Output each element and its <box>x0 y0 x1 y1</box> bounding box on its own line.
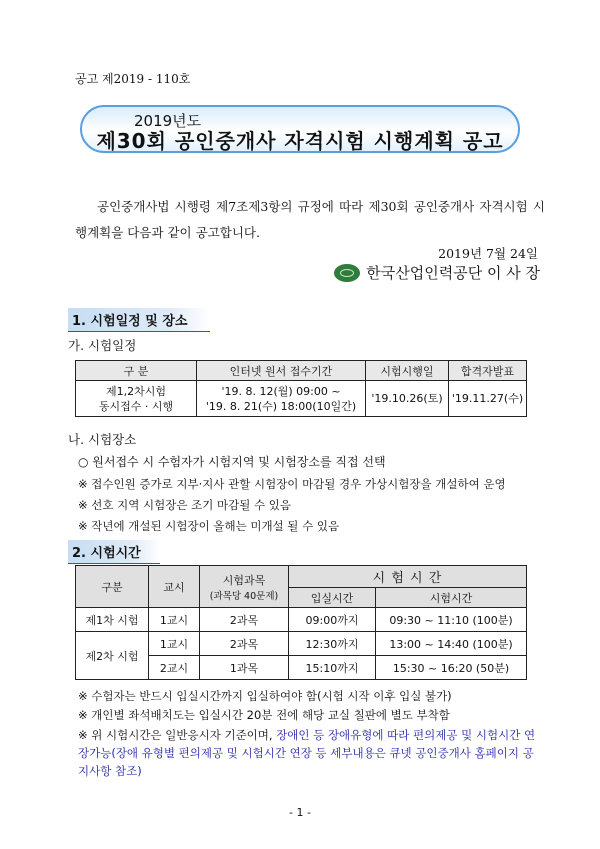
subheading-place: 나. 시험장소 <box>68 432 137 447</box>
title-banner <box>80 105 520 153</box>
section-heading-schedule: 1. 시험일정 및 장소 <box>68 308 210 332</box>
column-header: 구분 <box>76 566 149 608</box>
table-cell: 2과목 <box>200 608 289 632</box>
note-item: ※ 선호 지역 시험장은 조기 마감될 수 있음 <box>78 498 291 512</box>
note-item <box>78 726 538 780</box>
notice-date: 2019년 7월 24일 <box>438 246 538 261</box>
column-header: 시 험 시 간 <box>289 566 527 588</box>
issuer-name: 한국산업인력공단 이 사 장 <box>366 264 540 282</box>
table-cell: 09:00까지 <box>289 608 376 632</box>
place-item: ○ 원서접수 시 수험자가 시험지역 및 시험장소를 직접 선택 <box>78 455 386 469</box>
column-header: 합격자발표 <box>449 361 527 381</box>
subjects-header: 시험과목 <box>222 573 266 587</box>
page-number: - 1 - <box>289 806 311 819</box>
table-cell: 1교시 <box>149 608 200 632</box>
subjects-subheader: (과목당 40문제) <box>209 590 279 602</box>
note-highlight: 장애인 등 장애유형에 따라 편의제공 및 시험시간 연장가능(장애 유형별 편의제공 및 시험시간 연장 등 세부내용은 큐넷 공인중개사 홈페이지 공지사항 참조) <box>78 728 536 778</box>
intro-paragraph: 공인중개사법 시행령 제7조제3항의 규정에 따라 제30회 공인중개사 자격시험 시행계획을 다음과 같이 공고합니다. <box>75 199 545 240</box>
column-header: 입실시간 <box>289 588 376 608</box>
column-header: 구 분 <box>76 361 197 381</box>
result-date-cell: '19.11.27(수) <box>449 381 527 417</box>
column-header: 시험시행일 <box>366 361 449 381</box>
page-title: 제30회 공인중개사 자격시험 시행계획 공고 <box>96 129 504 153</box>
column-header <box>200 566 289 608</box>
category-line: 제1,2차시험 <box>106 384 166 398</box>
column-header: 교시 <box>149 566 200 608</box>
exam-time-table <box>75 565 527 680</box>
schedule-table <box>75 360 527 417</box>
note-item: ※ 수험자는 반드시 입실시간까지 입실하여야 함(시험 시작 이후 입실 불가) <box>78 689 452 703</box>
period-line: '19. 8. 21(수) 18:00(10일간) <box>205 399 357 413</box>
issuer <box>334 262 540 283</box>
table-cell: 1과목 <box>200 656 289 680</box>
table-cell: 15:30 ~ 16:20 (50분) <box>376 656 527 680</box>
section-heading-time: 2. 시험시간 <box>68 540 160 564</box>
org-logo-icon <box>334 264 360 282</box>
exam-date-cell: '19.10.26(토) <box>366 381 449 417</box>
table-cell: 13:00 ~ 14:40 (100분) <box>376 632 527 656</box>
table-row <box>76 632 527 656</box>
note-item: ※ 개인별 좌석배치도는 입실시간 20분 전에 해당 교실 칠판에 별도 부착함 <box>78 708 450 722</box>
table-cell: 15:10까지 <box>289 656 376 680</box>
title-year: 2019년도 <box>134 112 202 130</box>
note-item: ※ 작년에 개설된 시험장이 올해는 미개설 될 수 있음 <box>78 519 340 533</box>
notice-number: 공고 제2019 - 110호 <box>75 72 191 86</box>
table-cell: 제1차 시험 <box>76 608 149 632</box>
table-cell <box>76 381 197 417</box>
category-line: 동시접수 · 시행 <box>98 399 174 413</box>
table-cell: 09:30 ~ 11:10 (100분) <box>376 608 527 632</box>
note-item: ※ 접수인원 증가로 지부·지사 관할 시험장이 마감될 경우 가상시험장을 개설하여 운영 <box>78 477 506 491</box>
table-cell: 2과목 <box>200 632 289 656</box>
table-cell: 1교시 <box>149 632 200 656</box>
column-header: 인터넷 원서 접수기간 <box>197 361 366 381</box>
period-line: '19. 8. 12(월) 09:00 ~ <box>221 384 341 398</box>
table-row <box>76 608 527 632</box>
table-cell: 12:30까지 <box>289 632 376 656</box>
table-cell: 2교시 <box>149 656 200 680</box>
column-header: 시험시간 <box>376 588 527 608</box>
subheading-schedule: 가. 시험일정 <box>68 338 137 353</box>
table-row <box>76 381 527 417</box>
note-text: ※ 위 시험시간은 일반응시자 기준이며, <box>78 728 277 742</box>
table-cell <box>197 381 366 417</box>
table-cell: 제2차 시험 <box>76 632 149 680</box>
